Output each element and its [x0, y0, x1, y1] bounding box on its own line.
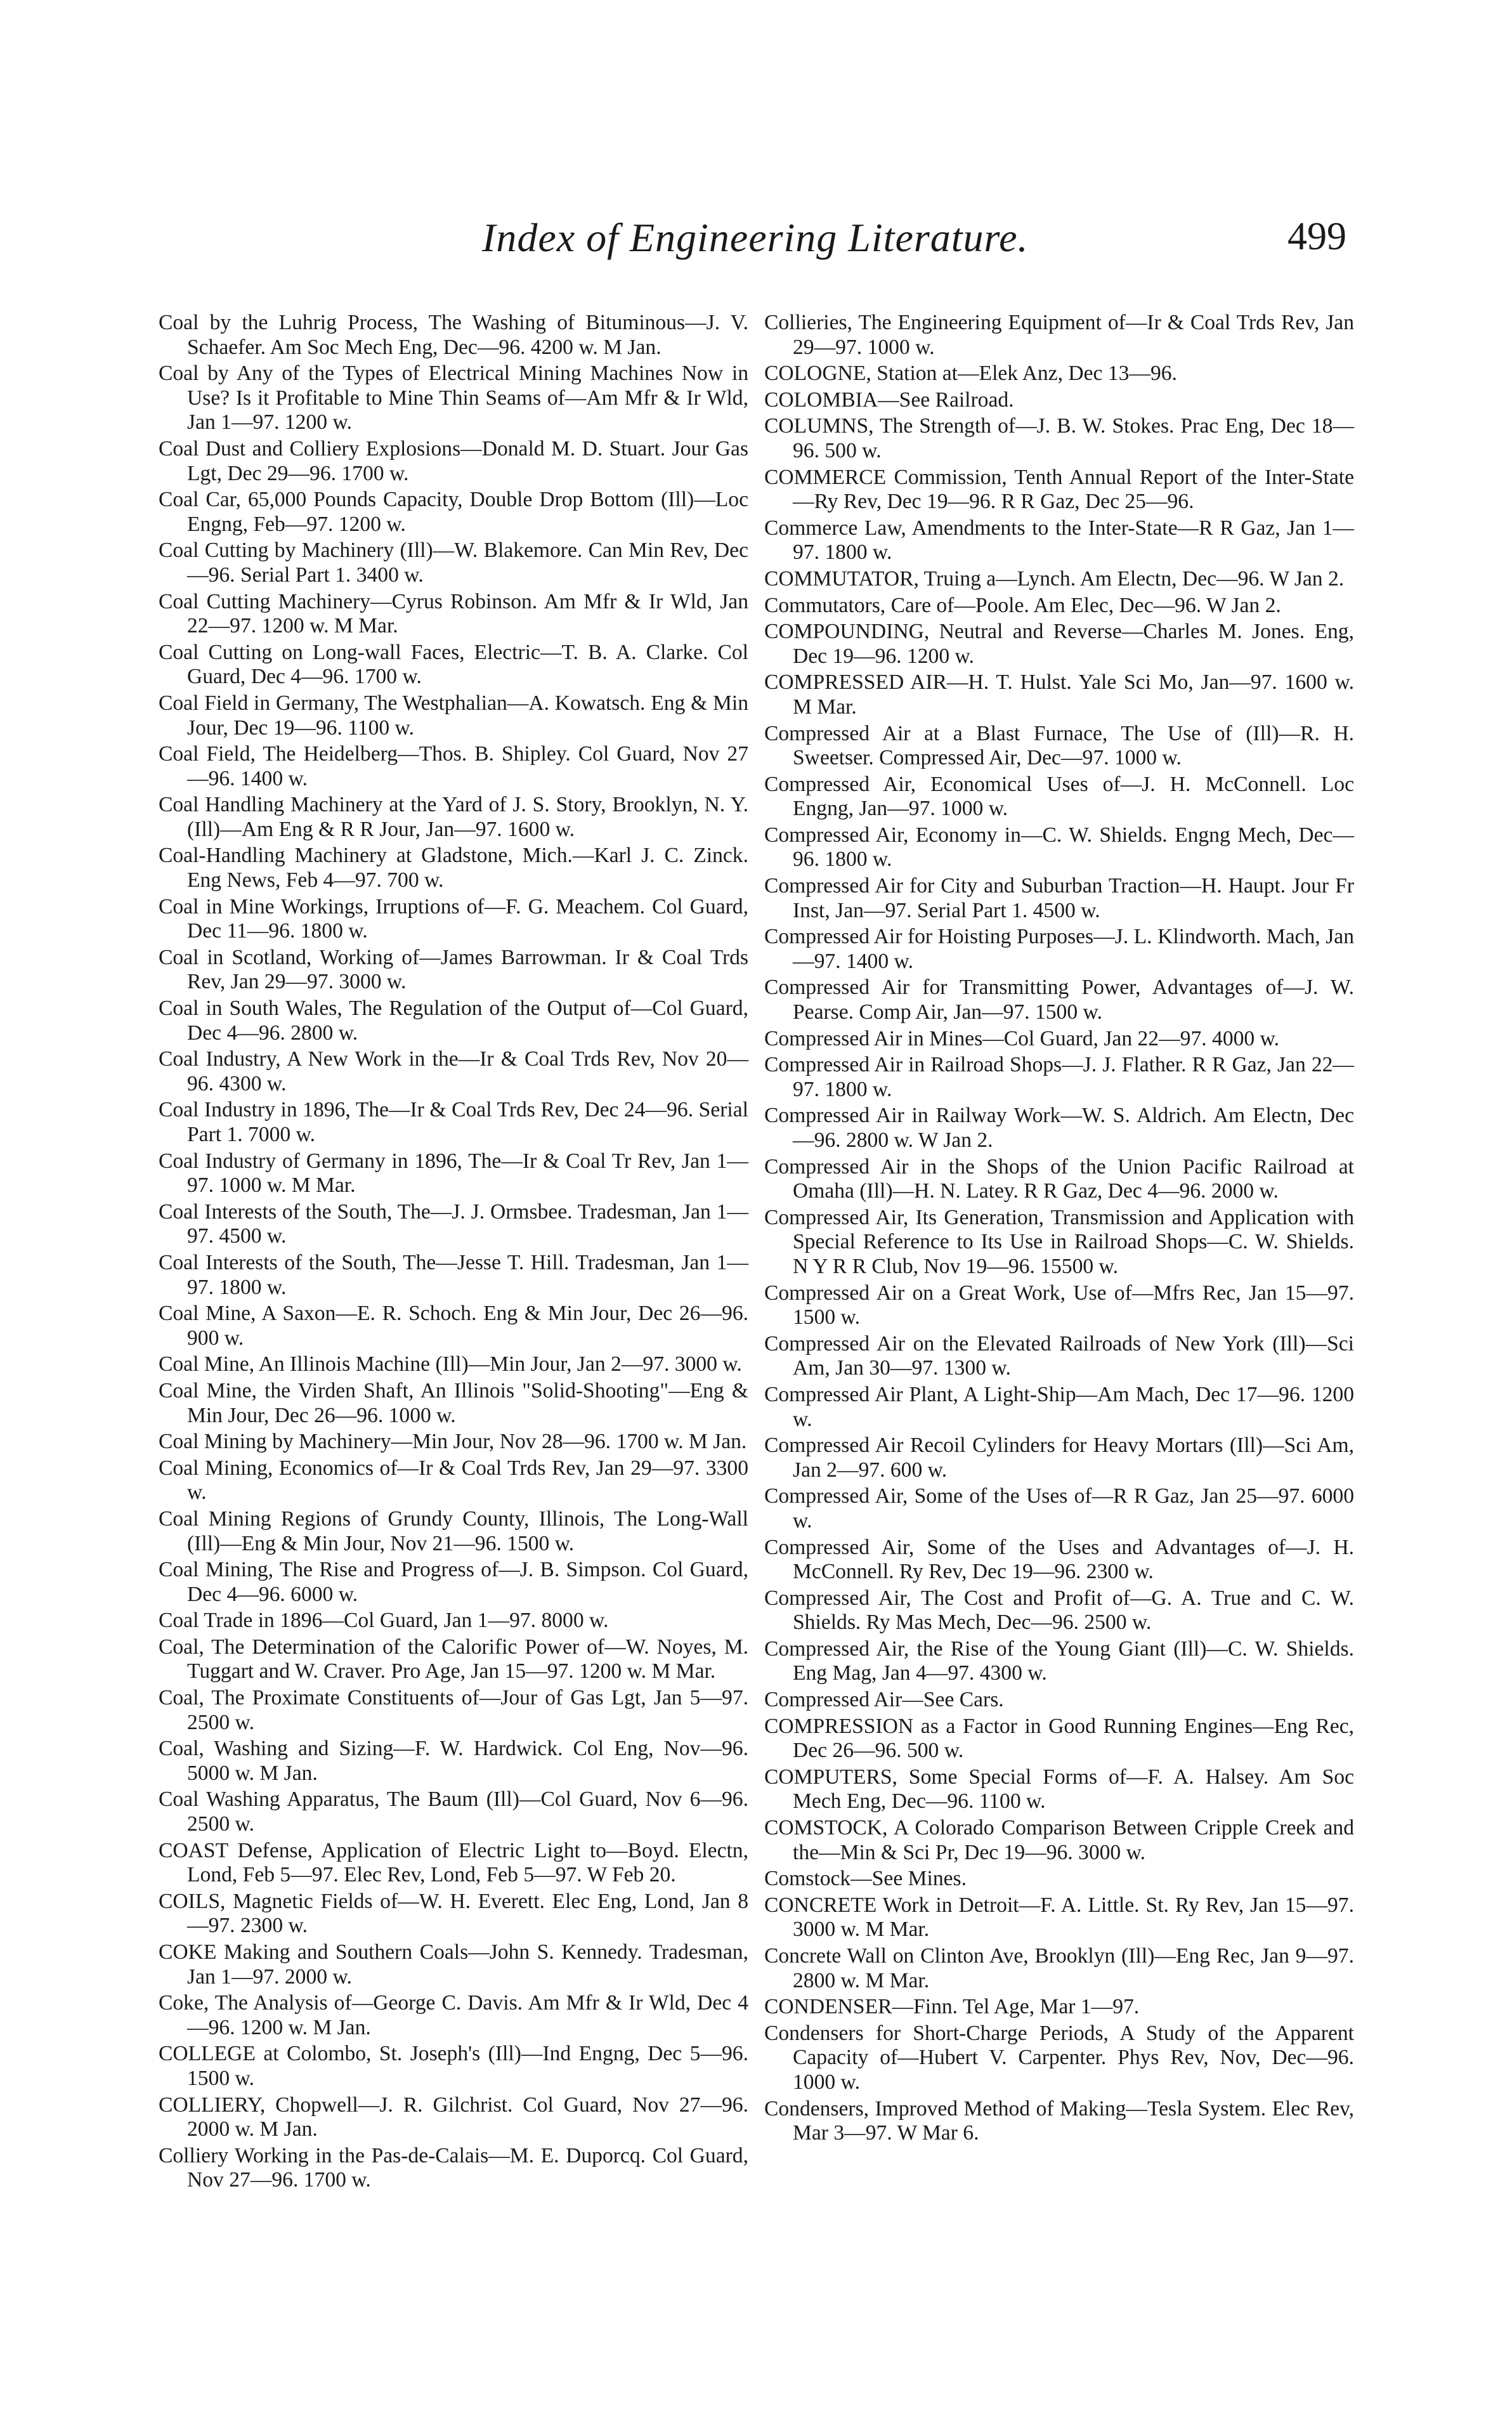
index-entry: Coal Mining Regions of Grundy County, Illinois, The Long-Wall (Ill)—Eng & Min Jour, Nov 21—96. 1500 w. — [159, 1506, 748, 1555]
index-entry: Coal Washing Apparatus, The Baum (Ill)—Col Guard, Nov 6—96. 2500 w. — [159, 1787, 748, 1836]
index-entry: Coal, The Determination of the Calorific Power of—W. Noyes, M. Tuggart and W. Craver. Pro Age, Jan 15—97. 1200 w. M Mar. — [159, 1635, 748, 1683]
index-entry: Collieries, The Engineering Equipment of—Ir & Coal Trds Rev, Jan 29—97. 1000 w. — [764, 311, 1354, 359]
index-entry: Coal Dust and Colliery Explosions—Donald M. D. Stuart. Jour Gas Lgt, Dec 29—96. 1700 w. — [159, 436, 748, 485]
index-entry: Compressed Air for City and Suburban Traction—H. Haupt. Jour Fr Inst, Jan—97. Serial Part 1. 4500 w. — [764, 874, 1354, 922]
index-entry: Coal-Handling Machinery at Gladstone, Mich.—Karl J. C. Zinck. Eng News, Feb 4—97. 700 w. — [159, 844, 748, 892]
index-entry: Coal Mining, The Rise and Progress of—J. B. Simpson. Col Guard, Dec 4—96. 6000 w. — [159, 1558, 748, 1606]
index-entry: COMSTOCK, A Colorado Comparison Between Cripple Creek and the—Min & Sci Pr, Dec 19—96. 3000 w. — [764, 1816, 1354, 1864]
index-entry: Compressed Air in Mines—Col Guard, Jan 22—97. 4000 w. — [764, 1026, 1280, 1050]
index-entry: Compressed Air, Economical Uses of—J. H. McConnell. Loc Engng, Jan—97. 1000 w. — [764, 772, 1354, 821]
index-column-right — [764, 311, 1354, 2148]
index-entry: COMPRESSED AIR—H. T. Hulst. Yale Sci Mo, Jan—97. 1600 w. M Mar. — [764, 670, 1354, 719]
index-entry: Coal Mine, the Virden Shaft, An Illinois "Solid-Shooting"—Eng & Min Jour, Dec 26—96. 1000 w. — [159, 1378, 748, 1427]
index-entry: COLOMBIA—See Railroad. — [764, 388, 1014, 412]
index-entry: Compressed Air, the Rise of the Young Giant (Ill)—C. W. Shields. Eng Mag, Jan 4—97. 4300 w. — [764, 1637, 1354, 1685]
index-entry: Coal Cutting on Long-wall Faces, Electric—T. B. A. Clarke. Col Guard, Dec 4—96. 1700 w. — [159, 640, 748, 689]
index-entry: Compressed Air, The Cost and Profit of—G. A. True and C. W. Shields. Ry Mas Mech, Dec—96. 2500 w. — [764, 1586, 1354, 1635]
index-entry: Coal Trade in 1896—Col Guard, Jan 1—97. 8000 w. — [159, 1609, 609, 1633]
index-entry: Colliery Working in the Pas-de-Calais—M. E. Duporcq. Col Guard, Nov 27—96. 1700 w. — [159, 2143, 748, 2192]
index-entry: COMPRESSION as a Factor in Good Running Engines—Eng Rec, Dec 26—96. 500 w. — [764, 1714, 1354, 1763]
index-entry: COLUMNS, The Strength of—J. B. W. Stokes. Prac Eng, Dec 18—96. 500 w. — [764, 414, 1354, 462]
index-entry: Commutators, Care of—Poole. Am Elec, Dec—96. W Jan 2. — [764, 593, 1281, 617]
index-entry: COMMERCE Commission, Tenth Annual Report of the Inter-State—Ry Rev, Dec 19—96. R R Gaz, Dec 25—96. — [764, 465, 1354, 514]
index-entry: COMPUTERS, Some Special Forms of—F. A. Halsey. Am Soc Mech Eng, Dec—96. 1100 w. — [764, 1765, 1354, 1813]
index-entry: Coal in Mine Workings, Irruptions of—F. G. Meachem. Col Guard, Dec 11—96. 1800 w. — [159, 894, 748, 943]
index-entry: Compressed Air in Railroad Shops—J. J. Flather. R R Gaz, Jan 22—97. 1800 w. — [764, 1053, 1354, 1101]
index-entry: Coal Field, The Heidelberg—Thos. B. Shipley. Col Guard, Nov 27—96. 1400 w. — [159, 742, 748, 790]
index-entry: Coal Industry of Germany in 1896, The—Ir & Coal Tr Rev, Jan 1—97. 1000 w. M Mar. — [159, 1149, 748, 1198]
index-entry: Coal Handling Machinery at the Yard of J. S. Story, Brooklyn, N. Y. (Ill)—Am Eng & R R Jour, Jan—97. 1600 w. — [159, 793, 748, 841]
index-entry: COMMUTATOR, Truing a—Lynch. Am Electn, Dec—96. W Jan 2. — [764, 566, 1345, 591]
index-entry: Compressed Air, Economy in—C. W. Shields. Engng Mech, Dec—96. 1800 w. — [764, 823, 1354, 872]
index-entry: Coal, The Proximate Constituents of—Jour of Gas Lgt, Jan 5—97. 2500 w. — [159, 1686, 748, 1734]
index-entry: Coal by Any of the Types of Electrical Mining Machines Now in Use? Is it Profitable to Mine Thin Seams of—Am Mfr & Ir Wld, Jan 1—97. 1200 w. — [159, 362, 748, 435]
index-entry: Concrete Wall on Clinton Ave, Brooklyn (Ill)—Eng Rec, Jan 9—97. 2800 w. M Mar. — [764, 1944, 1354, 1992]
index-entry: Coal Mine, An Illinois Machine (Ill)—Min Jour, Jan 2—97. 3000 w. — [159, 1352, 742, 1376]
index-entry: Compressed Air in Railway Work—W. S. Aldrich. Am Electn, Dec—96. 2800 w. W Jan 2. — [764, 1104, 1354, 1152]
index-entry: Compressed Air Plant, A Light-Ship—Am Mach, Dec 17—96. 1200 w. — [764, 1382, 1354, 1431]
index-entry: Coal Mine, A Saxon—E. R. Schoch. Eng & Min Jour, Dec 26—96. 900 w. — [159, 1302, 748, 1350]
index-entry: Coke, The Analysis of—George C. Davis. Am Mfr & Ir Wld, Dec 4—96. 1200 w. M Jan. — [159, 1991, 748, 2039]
index-entry: Compressed Air for Hoisting Purposes—J. L. Klindworth. Mach, Jan—97. 1400 w. — [764, 925, 1354, 973]
index-entry: Coal Mining, Economics of—Ir & Coal Trds Rev, Jan 29—97. 3300 w. — [159, 1456, 748, 1505]
index-entry: Coal Interests of the South, The—J. J. Ormsbee. Tradesman, Jan 1—97. 4500 w. — [159, 1199, 748, 1248]
index-entry: Condensers, Improved Method of Making—Tesla System. Elec Rev, Mar 3—97. W Mar 6. — [764, 2096, 1354, 2145]
index-entry: COKE Making and Southern Coals—John S. Kennedy. Tradesman, Jan 1—97. 2000 w. — [159, 1940, 748, 1989]
index-entry: Coal by the Luhrig Process, The Washing of Bituminous—J. V. Schaefer. Am Soc Mech Eng, Dec—96. 4200 w. M Jan. — [159, 311, 748, 359]
index-entry: COMPOUNDING, Neutral and Reverse—Charles M. Jones. Eng, Dec 19—96. 1200 w. — [764, 620, 1354, 668]
index-entry: Coal Cutting by Machinery (Ill)—W. Blakemore. Can Min Rev, Dec—96. Serial Part 1. 3400 w. — [159, 539, 748, 587]
index-entry: COLLEGE at Colombo, St. Joseph's (Ill)—Ind Engng, Dec 5—96. 1500 w. — [159, 2042, 748, 2090]
index-entry: Commerce Law, Amendments to the Inter-State—R R Gaz, Jan 1—97. 1800 w. — [764, 516, 1354, 565]
index-entry: Coal in South Wales, The Regulation of the Output of—Col Guard, Dec 4—96. 2800 w. — [159, 997, 748, 1045]
index-entry: Coal Industry in 1896, The—Ir & Coal Trds Rev, Dec 24—96. Serial Part 1. 7000 w. — [159, 1098, 748, 1146]
index-entry: Compressed Air, Some of the Uses and Advantages of—J. H. McConnell. Ry Rev, Dec 19—96. 2300 w. — [764, 1535, 1354, 1584]
index-entry: Comstock—See Mines. — [764, 1867, 967, 1891]
index-entry: Compressed Air, Some of the Uses of—R R Gaz, Jan 25—97. 6000 w. — [764, 1484, 1354, 1532]
index-entry: Compressed Air at a Blast Furnace, The Use of (Ill)—R. H. Sweetser. Compressed Air, Dec—97. 1000 w. — [764, 721, 1354, 770]
index-entry: Coal Industry, A New Work in the—Ir & Coal Trds Rev, Nov 20—96. 4300 w. — [159, 1047, 748, 1095]
index-entry: Compressed Air, Its Generation, Transmission and Application with Special Reference to Its Use in Railroad Shops—C. W. Shields. N Y R R Club, Nov 19—96. 15500 w. — [764, 1205, 1354, 1278]
index-entry: Compressed Air—See Cars. — [764, 1688, 1004, 1712]
index-entry: Coal Car, 65,000 Pounds Capacity, Double Drop Bottom (Ill)—Loc Engng, Feb—97. 1200 w. — [159, 488, 748, 536]
index-entry: Coal Mining by Machinery—Min Jour, Nov 28—96. 1700 w. M Jan. — [159, 1430, 747, 1454]
index-entry: Coal Interests of the South, The—Jesse T. Hill. Tradesman, Jan 1—97. 1800 w. — [159, 1250, 748, 1299]
index-entry: CONDENSER—Finn. Tel Age, Mar 1—97. — [764, 1995, 1140, 2019]
index-entry: Coal, Washing and Sizing—F. W. Hardwick. Col Eng, Nov—96. 5000 w. M Jan. — [159, 1737, 748, 1785]
index-column-left — [159, 311, 748, 2195]
index-entry: Condensers for Short-Charge Periods, A Study of the Apparent Capacity of—Hubert V. Carpenter. Phys Rev, Nov, Dec—96. 1000 w. — [764, 2021, 1354, 2094]
index-entry: CONCRETE Work in Detroit—F. A. Little. St. Ry Rev, Jan 15—97. 3000 w. M Mar. — [764, 1893, 1354, 1942]
index-entry: Coal Field in Germany, The Westphalian—A. Kowatsch. Eng & Min Jour, Dec 19—96. 1100 w. — [159, 691, 748, 740]
index-entry: COLLIERY, Chopwell—J. R. Gilchrist. Col Guard, Nov 27—96. 2000 w. M Jan. — [159, 2093, 748, 2141]
index-entry: Compressed Air for Transmitting Power, Advantages of—J. W. Pearse. Comp Air, Jan—97. 1500 w. — [764, 976, 1354, 1024]
page-number: 499 — [1287, 215, 1346, 258]
index-entry: COAST Defense, Application of Electric Light to—Boyd. Electn, Lond, Feb 5—97. Elec Rev, Lond, Feb 5—97. W Feb 20. — [159, 1838, 748, 1887]
page-title: Index of Engineering Literature. — [482, 215, 1029, 260]
index-entry: COLOGNE, Station at—Elek Anz, Dec 13—96. — [764, 362, 1177, 386]
index-entry: Coal Cutting Machinery—Cyrus Robinson. Am Mfr & Ir Wld, Jan 22—97. 1200 w. M Mar. — [159, 589, 748, 638]
index-entry: Compressed Air on a Great Work, Use of—Mfrs Rec, Jan 15—97. 1500 w. — [764, 1281, 1354, 1330]
index-entry: Compressed Air Recoil Cylinders for Heavy Mortars (Ill)—Sci Am, Jan 2—97. 600 w. — [764, 1434, 1354, 1482]
index-entry: Compressed Air in the Shops of the Union Pacific Railroad at Omaha (Ill)—H. N. Latey. R R Gaz, Dec 4—96. 2000 w. — [764, 1154, 1354, 1203]
index-entry: Coal in Scotland, Working of—James Barrowman. Ir & Coal Trds Rev, Jan 29—97. 3000 w. — [159, 945, 748, 994]
index-entry: Compressed Air on the Elevated Railroads of New York (Ill)—Sci Am, Jan 30—97. 1300 w. — [764, 1331, 1354, 1380]
index-entry: COILS, Magnetic Fields of—W. H. Everett. Elec Eng, Lond, Jan 8—97. 2300 w. — [159, 1889, 748, 1938]
